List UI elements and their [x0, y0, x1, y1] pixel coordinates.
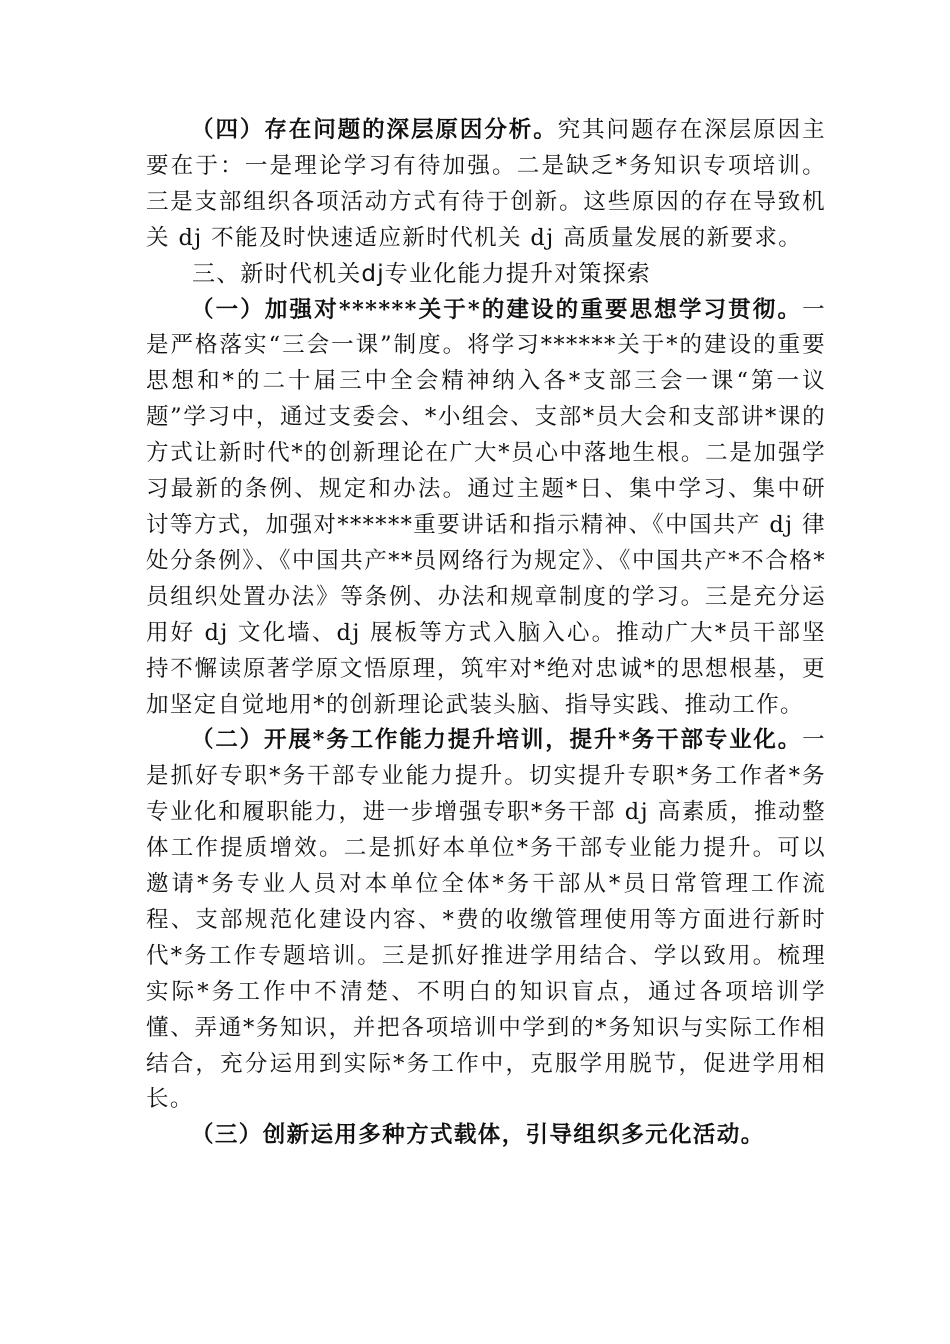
paragraph-lead: （三）创新运用多种方式载体，引导组织多元化活动。 — [191, 1122, 765, 1149]
paragraph-body: 一是抓好专职*务干部专业能力提升。切实提升专职*务工作者*务专业化和履职能力，进一步增强专职*务干部 dj 高素质，推动整体工作提质增效。二是抓好本单位*务干部专业能力提升。可以邀请*务专业人员对本单位全体*务干部从*员日常管理工作流程、支部规范化建设内容、*费的收缴管理使用等方面进行新时代*务工作专题培训。三是抓好推进学用结合、学以致用。梳理实际*务工作中不清楚、不明白的知识盲点，通过各项培训学懂、弄通*务知识，并把各项培训中学到的*务知识与实际工作相结合，充分运用到实际*务工作中，克服学用脱节，促进学用相长。 — [146, 727, 826, 1113]
paragraph-lead: （二）开展*务工作能力提升培训，提升*务干部专业化。 — [191, 727, 803, 754]
paragraph-body: 究其问题存在深层原因主要在于：一是理论学习有待加强。二是缺乏*务知识专项培训。三是支部组织各项活动方式有待于创新。这些原因的存在导致机关 dj 不能及时快速适应新时代机关 dj 高质量发展的新要求。 — [146, 117, 826, 251]
document-body — [146, 113, 826, 1154]
section-heading: 三、新时代机关dj专业化能力提升对策探索 — [192, 260, 651, 287]
paragraph-root-cause — [146, 113, 826, 257]
paragraph-lead: （四）存在问题的深层原因分析。 — [191, 117, 558, 143]
paragraph-body: 一是严格落实“三会一课”制度。将学习******关于*的建设的重要思想和*的二十届三中全会精神纳入各*支部三会一课“第一议题”学习中，通过支委会、*小组会、支部*员大会和支部讲*课的方式让新时代*的创新理论在广大*员心中落地生根。二是加强学习最新的条例、规定和办法。通过主题*日、集中学习、集中研讨等方式，加强对******重要讲话和指示精神、《中国共产 dj 律处分条例》、《中国共产**员网络行为规定》、《中国共产*不合格*员组织处置办法》等条例、办法和规章制度的学习。三是充分运用好 dj 文化墙、dj 展板等方式入脑入心。推动广大*员干部坚持不懈读原著学原文悟原理，筑牢对*绝对忠诚*的思想根基，更加坚定自觉地用*的创新理论武装头脑、指导实践、推动工作。 — [146, 296, 826, 718]
paragraph-study — [146, 293, 826, 724]
paragraph-activities — [146, 1118, 826, 1154]
paragraph-training — [146, 723, 826, 1118]
paragraph-lead: （一）加强对******关于*的建设的重要思想学习贯彻。 — [191, 296, 803, 323]
